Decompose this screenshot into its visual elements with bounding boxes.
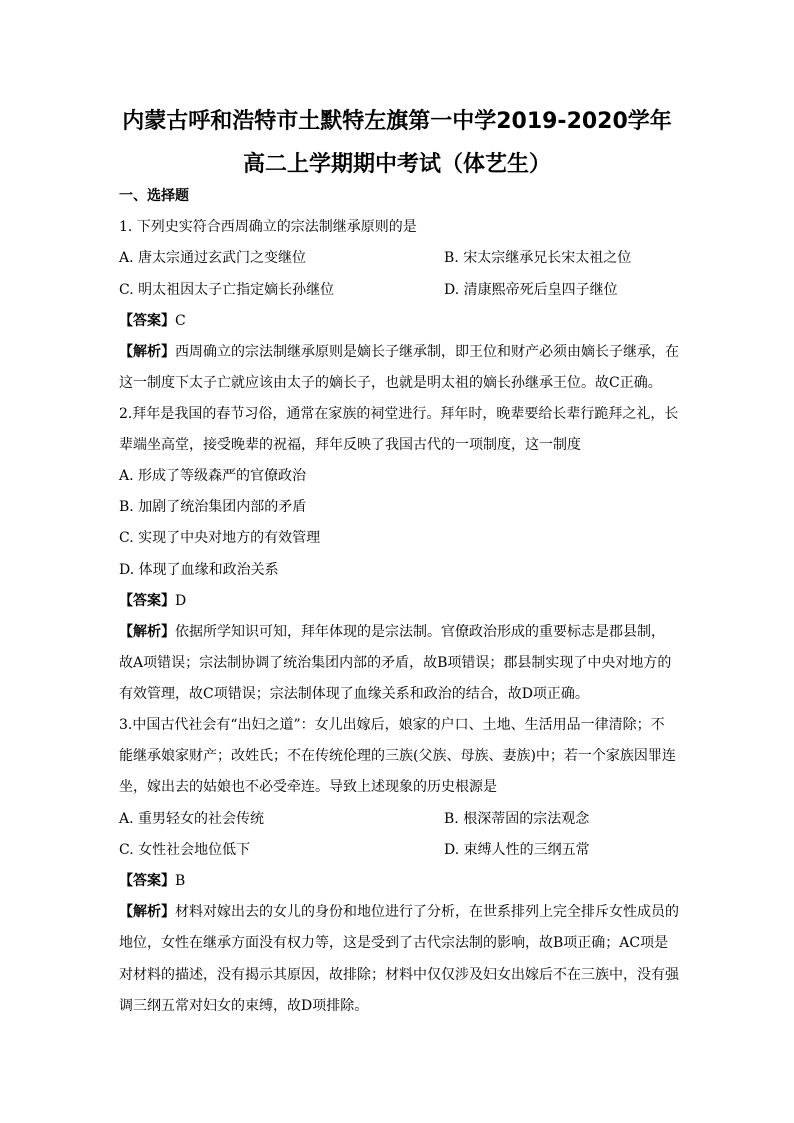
page-title-line-1: 内蒙古呼和浩特市土默特左旗第一中学2019-2020学年 (122, 109, 672, 134)
q1-answer-label: 【答案】 (119, 313, 175, 329)
q3-analysis-text: 材料对嫁出去的女儿的身份和地位进行了分析，在世系排列上完全排斥女性成员的 (175, 904, 679, 920)
q1-analysis-line: 这一制度下太子亡就应该由太子的嫡长子，也就是明太祖的嫡长孙继承王位。故C正确。 (119, 375, 662, 391)
q1-analysis-text: 西周确立的宗法制继承原则是嫡长子继承制，即王位和财产必须由嫡长子继承，在 (175, 344, 679, 360)
q1-option-a: A. 唐太宗通过玄武门之变继位 (119, 250, 307, 266)
q3-analysis-label: 【解析】 (119, 904, 175, 920)
q3-option-b: B. 根深蒂固的宗法观念 (444, 811, 590, 827)
q3-stem-line: 3.中国古代社会有“出妇之道”：女儿出嫁后，娘家的户口、土地、生活用品一律清除；不 (119, 717, 665, 733)
q2-analysis-text: 依据所学知识可知，拜年体现的是宗法制。官僚政治形成的重要标志是郡县制， (175, 624, 665, 640)
q2-option-a: A. 形成了等级森严的官僚政治 (119, 468, 307, 484)
q2-analysis-label: 【解析】 (119, 624, 175, 640)
section-heading: 一、选择题 (119, 188, 189, 204)
q3-stem-line: 能继承娘家财产；改姓氏；不在传统伦理的三族(父族、母族、妻族)中；若一个家族因罪连 (119, 748, 676, 764)
q3-answer (119, 871, 679, 891)
q3-analysis-line: 调三纲五常对妇女的束缚，故D项排除。 (119, 998, 369, 1014)
q1-answer-value: C (175, 313, 186, 329)
q1-analysis-line (119, 342, 679, 362)
q2-answer-label: 【答案】 (119, 593, 175, 609)
q3-stem-line: 坐，嫁出去的姑娘也不必受牵连。导致上述现象的历史根源是 (119, 779, 497, 795)
q1-analysis-label: 【解析】 (119, 344, 175, 360)
page-title-line-2: 高二上学期期中考试（体艺生） (242, 152, 551, 177)
q3-option-a: A. 重男轻女的社会传统 (119, 811, 265, 827)
q3-analysis-line: 对材料的描述，没有揭示其原因，故排除；材料中仅仅涉及妇女出嫁后不在三族中，没有强 (119, 967, 679, 983)
q3-answer-value: B (175, 873, 186, 889)
q3-analysis-line (119, 902, 679, 922)
q3-analysis-line: 地位，女性在继承方面没有权力等，这是受到了古代宗法制的影响，故B项正确；AC项是 (119, 935, 669, 951)
q2-analysis-line: 有效管理，故C项错误；宗法制体现了血缘关系和政治的结合，故D项正确。 (119, 686, 589, 702)
q1-option-c: C. 明太祖因太子亡指定嫡长孙继位 (119, 282, 335, 298)
q1-option-d: D. 清康熙帝死后皇四子继位 (444, 282, 618, 298)
q2-stem-line: 2.拜年是我国的春节习俗，通常在家族的祠堂进行。拜年时，晚辈要给长辈行跪拜之礼，长 (119, 406, 679, 422)
q2-answer-value: D (175, 593, 187, 609)
q1-answer (119, 311, 679, 331)
q1-option-b: B. 宋太宗继承兄长宋太祖之位 (444, 250, 632, 266)
q1-stem: 1. 下列史实符合西周确立的宗法制继承原则的是 (119, 219, 417, 235)
q3-answer-label: 【答案】 (119, 873, 175, 889)
q2-analysis-line (119, 622, 679, 642)
q2-option-b: B. 加剧了统治集团内部的矛盾 (119, 499, 307, 515)
q2-option-c: C. 实现了中央对地方的有效管理 (119, 530, 321, 546)
q2-option-d: D. 体现了血缘和政治关系 (119, 562, 279, 578)
q3-option-c: C. 女性社会地位低下 (119, 842, 251, 858)
q2-answer (119, 591, 679, 611)
q2-analysis-line: 故A项错误；宗法制协调了统治集团内部的矛盾，故B项错误；郡县制实现了中央对地方的 (119, 655, 672, 671)
q2-stem-line: 辈端坐高堂，接受晚辈的祝福，拜年反映了我国古代的一项制度，这一制度 (119, 437, 581, 453)
q3-option-d: D. 束缚人性的三纲五常 (444, 842, 590, 858)
